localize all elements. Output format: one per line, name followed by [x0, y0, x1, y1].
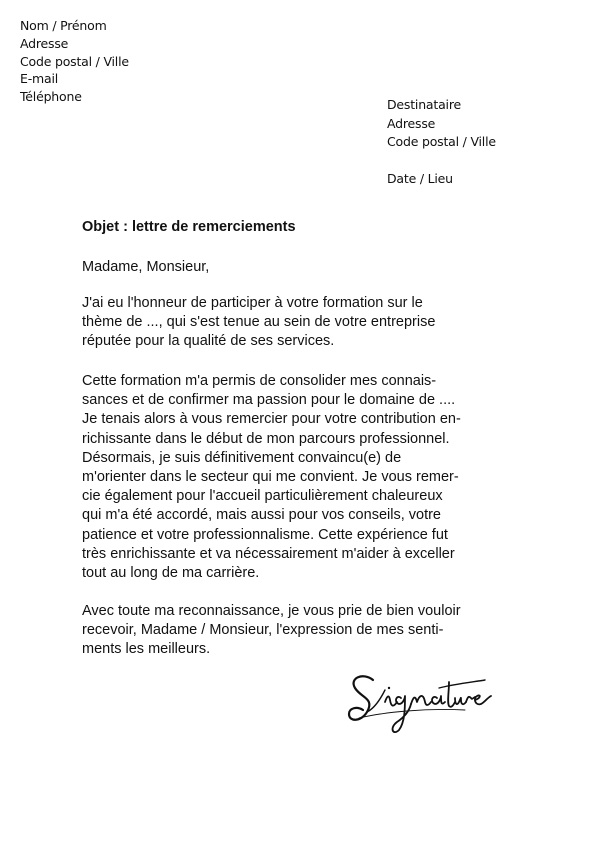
paragraph-line: Avec toute ma reconnaissance, je vous prie de bien vouloir	[82, 603, 461, 619]
paragraph-line: m'orienter dans le secteur qui me convient. Je vous remer-	[82, 469, 459, 486]
letter-subject: Objet : lettre de remerciements	[82, 219, 296, 235]
sender-address: Adresse	[20, 35, 69, 51]
sender-email: E-mail	[20, 71, 58, 87]
paragraph-intro	[82, 294, 435, 352]
recipient-block	[387, 96, 496, 188]
paragraph-line: réputée pour la qualité de ses services.	[82, 333, 335, 350]
paragraph-line: cie également pour l'accueil particulièrement chaleureux	[82, 488, 443, 505]
paragraph-body	[82, 372, 461, 583]
paragraph-line: Cette formation m'a permis de consolider mes connais-	[82, 373, 437, 389]
sender-name: Nom / Prénom	[20, 18, 107, 33]
paragraph-line: patience et votre professionnalisme. Cette expérience fut	[82, 526, 448, 543]
signature-icon	[345, 668, 495, 740]
recipient-name: Destinataire	[387, 97, 461, 112]
paragraph-line: richissante dans le début de mon parcours professionnel.	[82, 430, 450, 447]
paragraph-line: sances et de confirmer ma passion pour le domaine de ....	[82, 392, 456, 409]
salutation: Madame, Monsieur,	[82, 259, 210, 275]
paragraph-line: très enrichissante et va nécessairement m'aider à exceller	[82, 545, 455, 562]
recipient-postal-city: Code postal / Ville	[387, 134, 496, 149]
paragraph-line: qui m'a été accordé, mais aussi pour vos conseils, votre	[82, 507, 441, 524]
paragraph-line: thème de ..., qui s'est tenue au sein de votre entreprise	[82, 314, 436, 331]
sender-block	[20, 17, 129, 106]
paragraph-line: Je tenais alors à vous remercier pour votre contribution en-	[82, 411, 461, 428]
paragraph-line: ments les meilleurs.	[82, 641, 211, 658]
sender-postal-city: Code postal / Ville	[20, 53, 129, 69]
date-place: Date / Lieu	[387, 170, 453, 186]
sender-phone: Téléphone	[20, 89, 82, 105]
paragraph-line: J'ai eu l'honneur de participer à votre formation sur le	[82, 295, 423, 311]
paragraph-line: recevoir, Madame / Monsieur, l'expression de mes senti-	[82, 622, 444, 639]
paragraph-line: Désormais, je suis définitivement convaincu(e) de	[82, 449, 402, 466]
recipient-address: Adresse	[387, 115, 436, 131]
paragraph-closing	[82, 602, 461, 660]
paragraph-line: tout au long de ma carrière.	[82, 565, 260, 582]
